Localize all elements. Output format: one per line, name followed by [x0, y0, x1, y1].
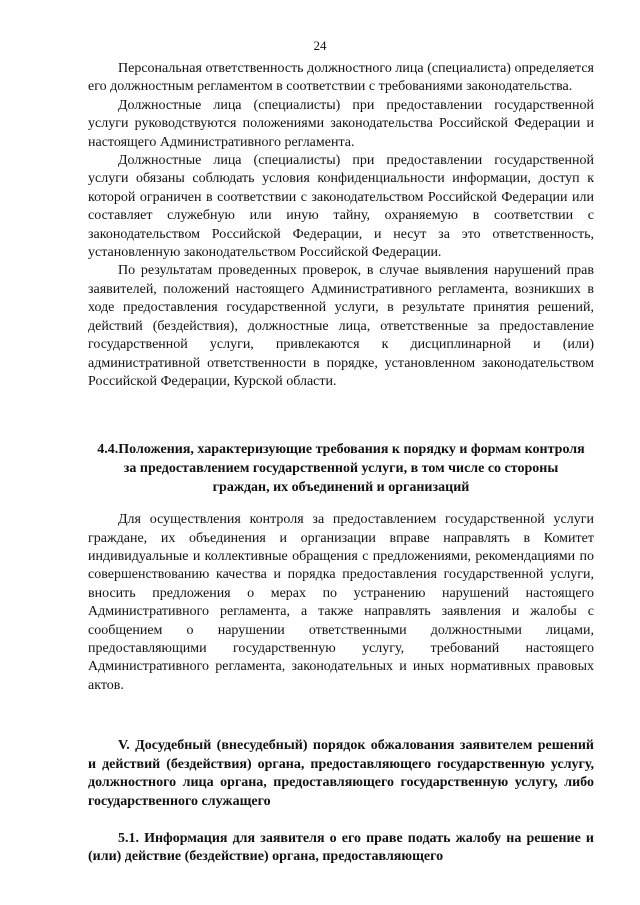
page-number: 24 [313, 38, 327, 53]
document-body [88, 60, 594, 867]
paragraph-personal-responsibility: Персональная ответственность должностного лица (специалиста) определяется его должностным регламентом в соответствии с требованиями законодательства. [88, 61, 594, 95]
paragraph-officials-guided-by: Должностные лица (специалисты) при предоставлении государственной услуги руководствуются положениями законодательства Российской Федерации и настоящего Административного регламента. [88, 97, 594, 150]
paragraph-inspection-results: По результатам проведенных проверок, в случае выявления нарушений прав заявителей, положений настоящего Административного регламента, возникших в ходе предоставления государственной услуги, в результате принятия решений, действий (бездействия), должностные лица, ответственные за предоставление государственной услуги, привлекаются к дисциплинарной и (или) административной ответственности в порядке, установленном законодательством Российской Федерации, Курской области. [88, 263, 594, 389]
section-5-1-heading: 5.1. Информация для заявителя о его праве подать жалобу на решение и (или) действие (бездействие) органа, предоставляющего [88, 830, 594, 865]
paragraph-confidentiality: Должностные лица (специалисты) при предоставлении государственной услуги обязаны соблюдать условия конфиденциальности информации, доступ к которой ограничен в соответствии с законодательством Российской Федерации или составляет служебную или иную тайну, охраняемую в соответствии с законодательством Российской Федерации, и несут за это ответственность, установленную законодательством Российской Федерации. [88, 153, 594, 261]
section-4-4-paragraph: Для осуществления контроля за предоставлением государственной услуги граждане, их объединения и организации вправе направлять в Комитет индивидуальные и коллективные обращения с предложениями, рекомендациями по совершенствованию качества и порядка предоставления государственной услуги, вносить предложения о мерах по устранению нарушений настоящего Административного регламента, а также направлять заявления и жалобы с сообщением о нарушении ответственными должностными лицами, предоставляющими государственную услугу, требований настоящего Административного регламента, законодательных и иных нормативных правовых актов. [88, 512, 594, 693]
section-v-heading: V. Досудебный (внесудебный) порядок обжалования заявителем решений и действий (бездействия) органа, предоставляющего государственную услугу, должностного лица органа, предоставляющего государственную услугу, либо государственного служащего [88, 738, 594, 809]
section-4-4-heading: 4.4.Положения, характеризующие требования к порядку и формам контроля за предоставлением государственной услуги, в том числе со стороны граждан, их объединений и организаций [97, 442, 585, 495]
